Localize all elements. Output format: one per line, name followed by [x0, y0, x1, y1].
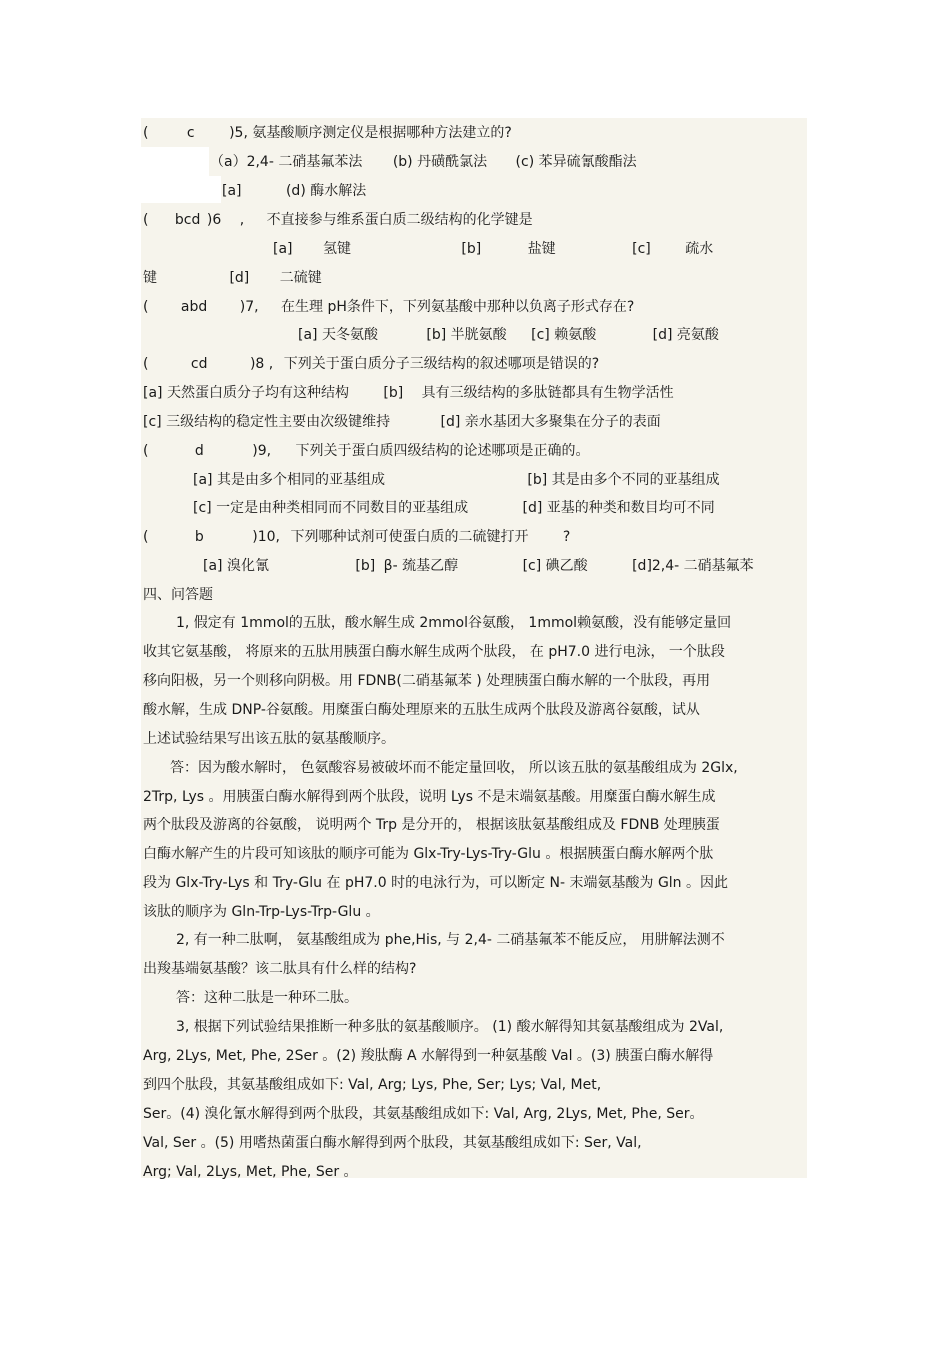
option-c: [c] 一定是由种类相同而不同数目的亚基组成 — [193, 500, 469, 516]
answer-text: c — [186, 125, 195, 141]
paragraph-line: 酸水解，生成 DNP-谷氨酸。用糜蛋白酶处理原来的五肽生成两个肽段及游离谷氨酸，试从 — [143, 702, 700, 718]
answer-line: 答：这种二肽是一种环二肽。 — [176, 990, 358, 1006]
option-d: [d] 亲水基团大多聚集在分子的表面 — [440, 414, 661, 430]
option-b-label: [b] — [355, 558, 376, 574]
q5-options-2 — [222, 182, 366, 200]
question-text: 在生理 pH条件下，下列氨基酸中那种以负离子形式存在? — [281, 299, 635, 315]
question-number: )8 , — [249, 356, 274, 372]
option-c-label: [c] — [632, 241, 651, 257]
question-text: )5, 氨基酸顺序测定仪是根据哪种方法建立的? — [229, 125, 512, 141]
option-d-label: [d] — [229, 270, 250, 286]
paragraph-line: 2, 有一种二肽啊， 氨基酸组成为 phe,His, 与 2,4- 二硝基氟苯不能反应， 用肼解法测不 — [176, 932, 725, 948]
q8-line — [143, 355, 599, 373]
q10-options — [203, 557, 754, 575]
answer-line: 段为 Glx-Try-Lys 和 Try-Glu 在 pH7.0 时的电泳行为，可以断定 N- 末端氨基酸为 Gln 。因此 — [143, 875, 729, 891]
question-text: 下列关于蛋白质分子三级结构的叙述哪项是错误的? — [283, 356, 600, 372]
q9-line — [143, 442, 590, 460]
option-a: [a] 溴化氰 — [203, 558, 269, 574]
option-a: （a）2,4- 二硝基氟苯法 — [210, 154, 363, 170]
paren: ( — [143, 356, 149, 372]
answer-text: abd — [180, 299, 208, 315]
answer-line: 白酶水解产生的片段可知该肽的顺序可能为 Glx-Try-Lys-Try-Glu 。根据胰蛋白酶水解两个肽 — [143, 846, 714, 862]
q8-options-1 — [143, 384, 674, 402]
answer-line: 该肽的顺序为 Gln-Trp-Lys-Trp-Glu 。 — [143, 904, 380, 920]
answer-line: 答：因为酸水解时， 色氨酸容易被破坏而不能定量回收， 所以该五肽的氨基酸组成为 2Glx, — [170, 760, 738, 776]
paren: ( — [143, 125, 149, 141]
option-d: [d] 亮氨酸 — [652, 327, 719, 343]
option-c: [c] 三级结构的稳定性主要由次级键维持 — [143, 414, 391, 430]
q7-options — [298, 326, 719, 344]
answer-text: b — [194, 529, 204, 545]
option-c: [c] 碘乙酸 — [522, 558, 588, 574]
white-patch — [141, 176, 221, 203]
paragraph-line: 3, 根据下列试验结果推断一种多肽的氨基酸顺序。 (1) 酸水解得知其氨基酸组成为 2Val, — [176, 1019, 724, 1035]
option-b: (b) 丹磺酰氯法 — [392, 154, 488, 170]
option-b-text: 具有三级结构的多肽链都具有生物学活性 — [421, 385, 674, 401]
option-c: [c] 赖氨酸 — [531, 327, 597, 343]
q5-options-1 — [210, 153, 637, 171]
answer-line: 2Trp, Lys 。用胰蛋白酶水解得到两个肽段，说明 Lys 不是末端氨基酸。用糜蛋白酶水解生成 — [143, 789, 716, 805]
question-number: )10, — [252, 529, 280, 545]
q9-options-1 — [193, 471, 720, 489]
q9-options-2 — [193, 499, 715, 517]
q6-line — [143, 211, 533, 229]
answer-text: d — [194, 443, 204, 459]
question-number: )7, — [239, 299, 259, 315]
paragraph-line: 上述试验结果写出该五肽的氨基酸顺序。 — [143, 731, 395, 747]
paren: ( — [143, 443, 149, 459]
option-d: (d) 酶水解法 — [285, 183, 367, 199]
answer-text: cd — [190, 356, 208, 372]
question-number: )6 — [206, 212, 222, 228]
paragraph-line: 到四个肽段，其氨基酸组成如下: Val, Arg; Lys, Phe, Ser; Lys; Val, Met, — [143, 1077, 602, 1093]
question-text: 下列哪种试剂可使蛋白质的二硫键打开 — [290, 529, 529, 545]
comma: , — [239, 212, 245, 228]
option-a: [a] 天冬氨酸 — [298, 327, 378, 343]
paragraph-line: Arg, 2Lys, Met, Phe, 2Ser 。(2) 羧肽酶 A 水解得到一种氨基酸 Val 。(3) 胰蛋白酶水解得 — [143, 1048, 714, 1064]
paragraph-line: 出羧基端氨基酸？该二肽具有什么样的结构? — [143, 961, 417, 977]
option-b-label: [b] — [383, 385, 404, 401]
q10-line — [143, 528, 570, 546]
answer-text: bcd — [174, 212, 201, 228]
q6-options-1 — [273, 240, 713, 258]
q5-line — [143, 124, 512, 142]
question-number: )9, — [252, 443, 272, 459]
option-c-text-cont: 键 — [143, 270, 157, 286]
paragraph-line: Ser。(4) 溴化氰水解得到两个肽段，其氨基酸组成如下: Val, Arg, 2Lys, Met, Phe, Ser。 — [143, 1106, 704, 1122]
q7-line — [143, 298, 634, 316]
answer-line: 两个肽段及游离的谷氨酸， 说明两个 Trp 是分开的， 根据该肽氨基酸组成及 FDNB 处理胰蛋 — [143, 817, 720, 833]
option-a: [a] 天然蛋白质分子均有这种结构 — [143, 385, 349, 401]
option-b-label: [b] — [461, 241, 482, 257]
paren: ( — [143, 212, 149, 228]
option-a: [a] 其是由多个相同的亚基组成 — [193, 472, 385, 488]
option-d-text: 二硫键 — [279, 270, 322, 286]
paren: ( — [143, 299, 149, 315]
option-c: (c) 苯异硫氰酸酯法 — [515, 154, 637, 170]
option-b: [b] 半胱氨酸 — [426, 327, 507, 343]
option-d: [d]2,4- 二硝基氟苯 — [632, 558, 754, 574]
paragraph-line: Val, Ser 。(5) 用嗜热菌蛋白酶水解得到两个肽段，其氨基酸组成如下: Ser, Val, — [143, 1135, 642, 1151]
question-mark: ? — [562, 529, 571, 545]
q6-options-2 — [143, 269, 322, 287]
paragraph-line: Arg; Val, 2Lys, Met, Phe, Ser 。 — [143, 1164, 358, 1180]
option-b-text: β- 巯基乙醇 — [383, 558, 459, 574]
option-c-text: 疏水 — [685, 241, 714, 257]
option-d: [d] 亚基的种类和数目均可不同 — [522, 500, 715, 516]
question-text: 不直接参与维系蛋白质二级结构的化学键是 — [266, 212, 533, 228]
option-a-label: [a] — [273, 241, 293, 257]
option-a-text: 氢键 — [322, 241, 351, 257]
option-label: [a] — [222, 183, 242, 199]
question-text: 下列关于蛋白质四级结构的论述哪项是正确的。 — [295, 443, 590, 459]
paren: ( — [143, 529, 149, 545]
option-b: [b] 其是由多个不同的亚基组成 — [527, 472, 720, 488]
q8-options-2 — [143, 413, 661, 431]
paragraph-line: 1, 假定有 1mmol的五肽，酸水解生成 2mmol谷氨酸， 1mmol赖氨酸，没有能够定量回 — [176, 615, 732, 631]
option-b-text: 盐键 — [527, 241, 556, 257]
paragraph-line: 移向阳极，另一个则移向阴极。用 FDNB(二硝基氟苯 ) 处理胰蛋白酶水解的一个肽段，再用 — [143, 673, 711, 689]
section-title: 四、问答题 — [143, 587, 213, 603]
paragraph-line: 收其它氨基酸， 将原来的五肽用胰蛋白酶水解生成两个肽段， 在 pH7.0 进行电泳， 一个肽段 — [143, 644, 725, 660]
